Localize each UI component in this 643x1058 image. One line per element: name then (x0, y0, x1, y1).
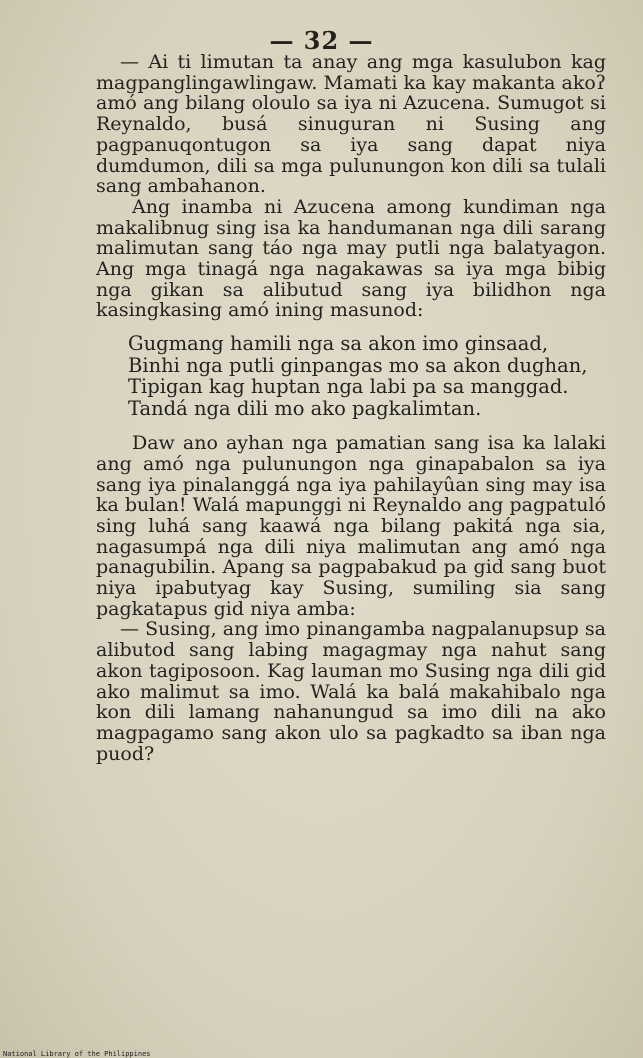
paragraph-3: Daw ano ayhan nga pamatian sang isa ka lalaki ang amó nga pulunungon nga ginapabalon sa iya sang iya pinalanggá nga iya pahilayûan sing may isa ka bulan! Walá mapunggi ni Reynaldo ang pagpatuló sing luhá sang kaawá nga bilang pakitá nga sia, nagasumpá nga dili niya malimutan ang amó nga panagubilin. Apang sa pagpabakud pa gid sang buot niya ipabutyag kay Susing, sumiling sia sang pagkatapus gid niya amba: (96, 432, 606, 620)
verse-line-3: Tipigan kag huptan nga labi pa sa manggad. (128, 375, 569, 399)
paragraph-4: — Susing, ang imo pinangamba nagpalanupsup sa alibutod sang labing magagmay nga nahut sang akon tagiposoon. Kag lauman mo Susing nga dili gid ako malimut sa imo. Walá ka balá makahibalo nga kon dili lamang nahanungud sa imo dili na ako magpagamo sang akon ulo sa pagkadto sa iban nga puod? (96, 618, 606, 765)
page-body (96, 52, 606, 764)
paragraph-1: — Ai ti limutan ta anay ang mga kasulubon kag magpanglingawlingaw. Mamati ka kay makanta akoʔ amó ang bilang oloulo sa iya ni Azucena. Sumugot si Reynaldo, busá sinuguran ni Susing ang pagpanuqontugon sa iya sang dapat niya dumdumon, dili sa mga pulunungon kon dili sa tulali sang ambahanon. (96, 51, 606, 198)
library-credit: National Library of the Philippines (3, 1050, 151, 1058)
verse-line-1: Gugmang hamili nga sa akon imo ginsaad, (128, 332, 549, 356)
page-number: — 32 — (269, 26, 374, 55)
verse-line-2: Binhi nga putli ginpangas mo sa akon dughan, (128, 353, 588, 377)
paragraph-2: Ang inamba ni Azucena among kundiman nga makalibnug sing isa ka handumanan nga dili sarang malimutan sang táo nga may putli nga balatyagon. Ang mga tinagá nga nagakawas sa iya mga bibig nga gikan sa alibutud sang iya bilidhon nga kasingkasing amó ining masunod: (96, 195, 606, 322)
song-verse (96, 333, 606, 419)
verse-line-4: Tandá nga dili mo ako pagkalimtan. (128, 396, 482, 420)
